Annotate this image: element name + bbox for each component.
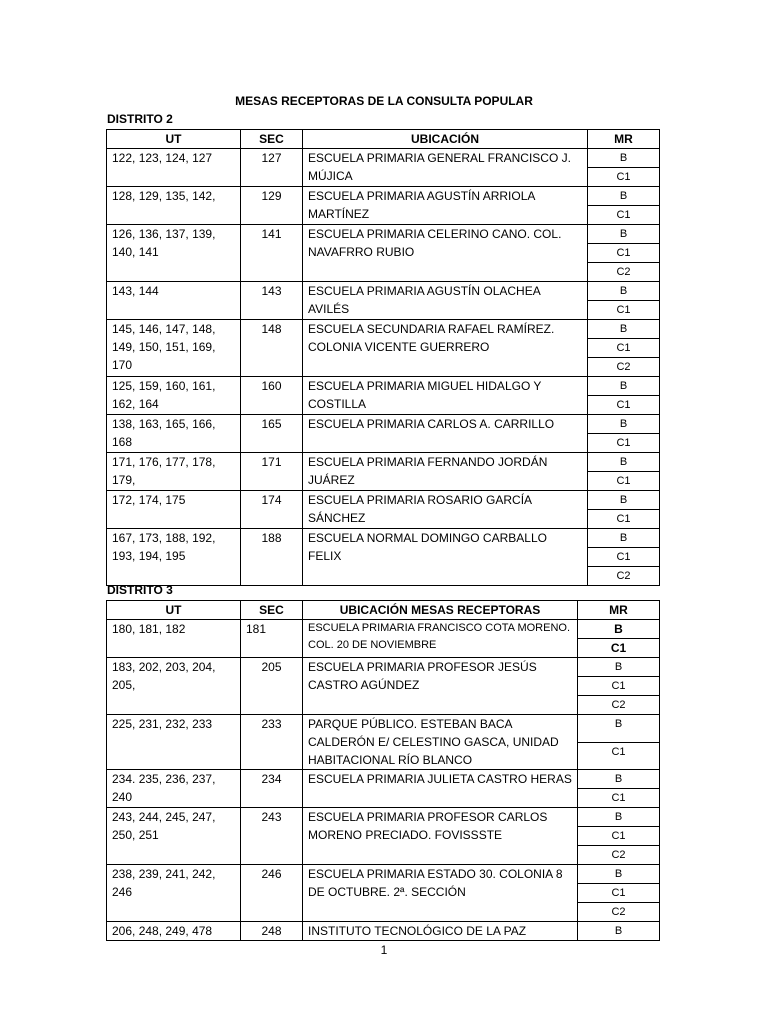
sec-cell: 127: [241, 149, 303, 187]
header-sec: SEC: [241, 130, 303, 149]
mr-cell: C1: [578, 742, 660, 770]
ubicacion-cell: ESCUELA PRIMARIA PROFESOR CARLOS MORENO PRECIADO. FOVISSSTE: [303, 808, 578, 865]
sec-cell: 171: [241, 453, 303, 491]
table-row: [107, 715, 660, 743]
district-3-table: [106, 600, 660, 941]
ubicacion-cell: ESCUELA PRIMARIA ROSARIO GARCÍA SÁNCHEZ: [303, 491, 588, 529]
mr-cell: C1: [578, 884, 660, 903]
mr-cell: C1: [578, 677, 660, 696]
table-row: [107, 770, 660, 789]
ubicacion-cell: ESCUELA PRIMARIA GENERAL FRANCISCO J. MÚJICA: [303, 149, 588, 187]
sec-cell: 143: [241, 282, 303, 320]
sec-cell: 174: [241, 491, 303, 529]
table-row: [107, 529, 660, 548]
table-row: [107, 225, 660, 244]
mr-cell: B: [588, 529, 660, 548]
page-number: 1: [380, 943, 388, 957]
mr-cell: B: [588, 149, 660, 168]
header-sec: SEC: [241, 601, 303, 620]
table-row: [107, 808, 660, 827]
ubicacion-cell: INSTITUTO TECNOLÓGICO DE LA PAZ: [303, 922, 578, 941]
table-row: [107, 377, 660, 396]
ut-cell: 171, 176, 177, 178, 179,: [107, 453, 241, 491]
sec-cell: 141: [241, 225, 303, 282]
table-row: [107, 282, 660, 301]
mr-cell: B: [588, 415, 660, 434]
mr-cell: B: [578, 658, 660, 677]
district-3-label: DISTRITO 3: [107, 583, 173, 597]
ut-cell: 234. 235, 236, 237, 240: [107, 770, 241, 808]
table-row: [107, 453, 660, 472]
mr-cell: C1: [588, 396, 660, 415]
ut-cell: 206, 248, 249, 478: [107, 922, 241, 941]
ut-cell: 180, 181, 182: [107, 620, 241, 658]
header-ubicacion: UBICACIÓN MESAS RECEPTORAS: [303, 601, 578, 620]
table-row: [107, 922, 660, 941]
table-row: [107, 149, 660, 168]
mr-cell: B: [578, 770, 660, 789]
ut-cell: 167, 173, 188, 192, 193, 194, 195: [107, 529, 241, 586]
ut-cell: 183, 202, 203, 204, 205,: [107, 658, 241, 715]
mr-cell: B: [588, 377, 660, 396]
mr-cell: C1: [588, 301, 660, 320]
mr-cell: C1: [588, 472, 660, 491]
ubicacion-cell: ESCUELA PRIMARIA AGUSTÍN ARRIOLA MARTÍNEZ: [303, 187, 588, 225]
ubicacion-cell: ESCUELA PRIMARIA MIGUEL HIDALGO Y COSTILLA: [303, 377, 588, 415]
mr-cell: C1: [578, 827, 660, 846]
sec-cell: 233: [241, 715, 303, 770]
mr-cell: C1: [588, 206, 660, 225]
mr-cell: B: [578, 620, 660, 639]
sec-cell: 205: [241, 658, 303, 715]
mr-cell: B: [588, 225, 660, 244]
ut-cell: 138, 163, 165, 166, 168: [107, 415, 241, 453]
ut-cell: 172, 174, 175: [107, 491, 241, 529]
mr-cell: B: [588, 491, 660, 510]
ubicacion-cell: ESCUELA PRIMARIA PROFESOR JESÚS CASTRO AGÚNDEZ: [303, 658, 578, 715]
document-title: MESAS RECEPTORAS DE LA CONSULTA POPULAR: [235, 94, 533, 108]
mr-cell: C2: [588, 358, 660, 377]
ubicacion-cell: ESCUELA PRIMARIA CARLOS A. CARRILLO: [303, 415, 588, 453]
ut-cell: 125, 159, 160, 161, 162, 164: [107, 377, 241, 415]
mr-cell: B: [588, 187, 660, 206]
table-row: [107, 415, 660, 434]
header-ut: UT: [107, 601, 241, 620]
mr-cell: B: [588, 453, 660, 472]
sec-cell: 246: [241, 865, 303, 922]
header-mr: MR: [588, 130, 660, 149]
sec-cell: 181: [241, 620, 303, 658]
table-row: [107, 187, 660, 206]
header-mr: MR: [578, 601, 660, 620]
mr-cell: C2: [588, 263, 660, 282]
mr-cell: C1: [588, 339, 660, 358]
mr-cell: B: [588, 282, 660, 301]
sec-cell: 188: [241, 529, 303, 586]
ut-cell: 243, 244, 245, 247, 250, 251: [107, 808, 241, 865]
header-ut: UT: [107, 130, 241, 149]
table-row: [107, 491, 660, 510]
ut-cell: 128, 129, 135, 142,: [107, 187, 241, 225]
mr-cell: C1: [578, 639, 660, 658]
ubicacion-cell: ESCUELA SECUNDARIA RAFAEL RAMÍREZ. COLONIA VICENTE GUERRERO: [303, 320, 588, 377]
sec-cell: 160: [241, 377, 303, 415]
table-row: [107, 865, 660, 884]
mr-cell: C2: [578, 696, 660, 715]
ubicacion-cell: ESCUELA NORMAL DOMINGO CARBALLO FELIX: [303, 529, 588, 586]
ubicacion-cell: ESCUELA PRIMARIA AGUSTÍN OLACHEA AVILÉS: [303, 282, 588, 320]
ubicacion-cell: ESCUELA PRIMARIA FRANCISCO COTA MORENO. COL. 20 DE NOVIEMBRE: [303, 620, 578, 658]
ut-cell: 122, 123, 124, 127: [107, 149, 241, 187]
mr-cell: C2: [578, 903, 660, 922]
sec-cell: 165: [241, 415, 303, 453]
mr-cell: C1: [588, 548, 660, 567]
ubicacion-cell: PARQUE PÚBLICO. ESTEBAN BACA CALDERÓN E/ CELESTINO GASCA, UNIDAD HABITACIONAL RÍO BLANCO: [303, 715, 578, 770]
district-2-label: DISTRITO 2: [107, 112, 173, 126]
mr-cell: B: [588, 320, 660, 339]
ut-cell: 143, 144: [107, 282, 241, 320]
ut-cell: 225, 231, 232, 233: [107, 715, 241, 770]
mr-cell: C1: [588, 244, 660, 263]
mr-cell: B: [578, 865, 660, 884]
ubicacion-cell: ESCUELA PRIMARIA FERNANDO JORDÁN JUÁREZ: [303, 453, 588, 491]
mr-cell: B: [578, 808, 660, 827]
ut-cell: 126, 136, 137, 139, 140, 141: [107, 225, 241, 282]
sec-cell: 248: [241, 922, 303, 941]
ubicacion-cell: ESCUELA PRIMARIA CELERINO CANO. COL. NAVAFRRO RUBIO: [303, 225, 588, 282]
mr-cell: C1: [588, 510, 660, 529]
district-2-table: [106, 129, 660, 586]
mr-cell: B: [578, 715, 660, 743]
ut-cell: 238, 239, 241, 242, 246: [107, 865, 241, 922]
ubicacion-cell: ESCUELA PRIMARIA ESTADO 30. COLONIA 8 DE OCTUBRE. 2ª. SECCIÓN: [303, 865, 578, 922]
mr-cell: C2: [588, 567, 660, 586]
table-row: [107, 620, 660, 639]
mr-cell: C1: [578, 789, 660, 808]
table-row: [107, 658, 660, 677]
ut-cell: 145, 146, 147, 148, 149, 150, 151, 169, 170: [107, 320, 241, 377]
ubicacion-cell: ESCUELA PRIMARIA JULIETA CASTRO HERAS: [303, 770, 578, 808]
mr-cell: C1: [588, 168, 660, 187]
table-row: [107, 320, 660, 339]
mr-cell: C1: [588, 434, 660, 453]
mr-cell: C2: [578, 846, 660, 865]
sec-cell: 234: [241, 770, 303, 808]
sec-cell: 243: [241, 808, 303, 865]
sec-cell: 129: [241, 187, 303, 225]
mr-cell: B: [578, 922, 660, 941]
sec-cell: 148: [241, 320, 303, 377]
header-ubicacion: UBICACIÓN: [303, 130, 588, 149]
